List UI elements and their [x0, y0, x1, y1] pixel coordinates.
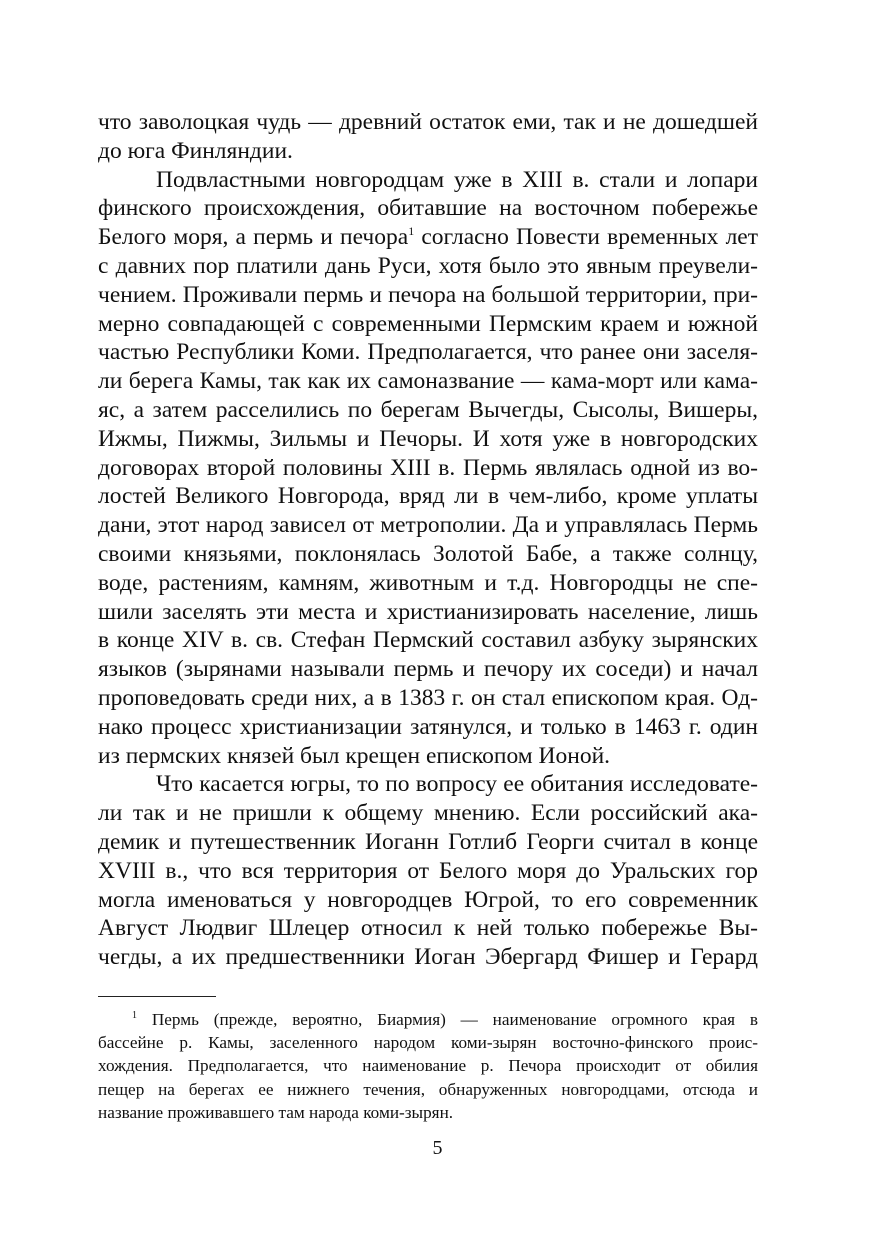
text-line: лостей Великого Новгорода, вряд ли в чем-либо, кроме уплаты — [98, 483, 758, 510]
text-line: из пермских князей был крещен епископом Ионой. — [98, 742, 611, 769]
footnote-reference[interactable]: 1 — [408, 224, 415, 239]
text-line: Ижмы, Пижмы, Зильмы и Печоры. И хотя уже в новгородских — [98, 425, 758, 452]
text-line: Август Людвиг Шлецер относил к ней только побережье Вы- — [98, 915, 758, 942]
text-line: дани, этот народ зависел от метрополии. Да и управлялась Пермь — [98, 512, 758, 539]
footnote-line — [98, 1008, 758, 1031]
footnote-line: бассейне р. Камы, заселенного народом коми-зырян восточно-финского проис- — [98, 1033, 758, 1053]
text-line: Подвластными новгородцам уже в XIII в. стали и лопари — [156, 166, 758, 193]
footnote-marker: 1 — [132, 1010, 137, 1021]
text-line: своими князьями, поклонялась Золотой Бабе, а также солнцу, — [98, 540, 758, 567]
text-line: могла именоваться у новгородцев Югрой, то его современник — [98, 886, 758, 913]
text-line: договорах второй половины XIII в. Пермь являлась одной из во- — [98, 454, 758, 481]
text-line: XVIII в., что вся территория от Белого моря до Уральских гор — [98, 857, 758, 884]
text-line: чением. Проживали пермь и печора на большой территории, при- — [98, 281, 758, 308]
text-line: ли так и не пришли к общему мнению. Если российский ака- — [98, 800, 758, 827]
text-line: что заволоцкая чудь — древний остаток еми, так и не дошедшей — [98, 109, 758, 135]
text-line: демик и путешественник Иоганн Готлиб Георги считал в конце — [98, 828, 758, 855]
text-line: до юга Финляндии. — [98, 137, 293, 164]
text-line — [98, 223, 758, 252]
text-line: проповедовать среди них, а в 1383 г. он стал епископом края. Од- — [98, 684, 758, 711]
text-line: шили заселять эти места и христианизировать население, лишь — [98, 598, 758, 625]
text-line: Что касается югры, то по вопросу ее обитания исследовате- — [156, 771, 758, 798]
text-line: ли берега Камы, так как их самоназвание — кама-морт или кама- — [98, 368, 758, 395]
text-line: финского происхождения, обитавшие на восточном побережье — [98, 195, 758, 222]
footnote-line: хождения. Предполагается, что наименование р. Печора происходит от обилия — [98, 1056, 758, 1076]
text-fragment: Белого моря, а пермь и печора — [98, 224, 409, 251]
text-line: языков (зырянами называли пермь и печору их соседи) и начал — [98, 656, 758, 683]
footnote-line: пещер на берегах ее нижнего течения, обнаруженных новгородцами, отсюда и — [98, 1079, 758, 1099]
text-line: нако процесс христианизации затянулся, и только в 1463 г. один — [98, 713, 758, 740]
text-fragment: согласно Повести временных лет — [421, 224, 758, 251]
footnote — [98, 1008, 758, 1124]
main-text — [98, 108, 758, 972]
text-line: воде, растениям, камням, животным и т.д. Новгородцы не спе- — [98, 569, 758, 596]
text-line: мерно совпадающей с современными Пермским краем и южной — [98, 310, 758, 337]
text-line: яс, а затем расселились по берегам Вычегды, Сысолы, Вишеры, — [98, 396, 758, 423]
text-line: чегды, а их предшественники Иоган Эбергард Фишер и Герард — [98, 944, 758, 971]
footnote-line: название проживавшего там народа коми-зырян. — [98, 1102, 454, 1122]
page-number: 5 — [432, 1137, 443, 1159]
text-line: в конце XIV в. св. Стефан Пермский составил азбуку зырянских — [98, 627, 758, 654]
text-line: частью Республики Коми. Предполагается, что ранее они заселя- — [98, 339, 758, 366]
text-line: с давних пор платили дань Руси, хотя было это явным преувели- — [98, 252, 758, 279]
footnote-divider — [98, 996, 216, 997]
footnote-text: Пермь (прежде, вероятно, Биармия) — наименование огромного края в — [151, 1010, 758, 1029]
